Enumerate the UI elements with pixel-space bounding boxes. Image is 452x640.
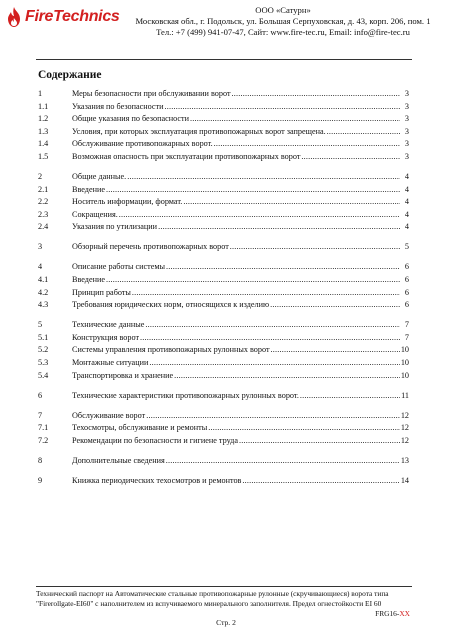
toc-leader-dots — [232, 89, 400, 98]
toc-entry-number: 5.3 — [38, 358, 49, 367]
toc-entry-page: 3 — [404, 89, 409, 98]
toc-leader-dots — [149, 358, 399, 367]
toc-entry-number: 5.1 — [38, 332, 49, 342]
toc-entry-number: 1.2 — [38, 114, 49, 124]
toc-entry-label: Принцип работы — [72, 287, 131, 297]
flame-icon — [6, 7, 22, 27]
toc-leader-dots — [146, 411, 400, 420]
toc-entry-page: 5 — [404, 242, 409, 252]
toc-entry-number: 4.3 — [38, 300, 49, 310]
toc-entry[interactable] — [38, 368, 409, 380]
toc-entry-label: Монтажные ситуации — [72, 358, 149, 367]
toc-entry-label: Описание работы системы — [72, 262, 166, 272]
toc-entry-page: 6 — [404, 275, 409, 284]
toc-entry[interactable] — [38, 99, 409, 111]
toc-leader-dots — [145, 320, 400, 329]
toc-entry-number: 5.2 — [38, 345, 49, 355]
header-divider — [36, 59, 412, 60]
toc-entry[interactable] — [38, 149, 409, 161]
company-contacts: Тел.: +7 (499) 941-07-47, Сайт: www.fire-tec.ru, Email: info@fire-tec.ru — [156, 27, 410, 38]
toc-entry-label: Книжка периодических техосмотров и ремонтов — [72, 475, 242, 485]
footer-divider — [36, 586, 412, 587]
document-code-prefix: FRG16- — [375, 609, 400, 618]
toc-leader-dots — [183, 197, 400, 206]
logo-text: FireTechnics — [25, 8, 120, 25]
toc-entry-number: 8 — [38, 455, 43, 465]
toc-entry-number: 4.1 — [38, 275, 49, 284]
toc-entry-page: 4 — [404, 222, 409, 232]
toc-entry-page: 12 — [400, 410, 409, 420]
toc-leader-dots — [165, 102, 400, 111]
company-address: Московская обл., г. Подольск, ул. Большая Серпуховская, д. 43, корп. 206, пом. 1 — [135, 16, 431, 27]
toc-leader-dots — [127, 172, 400, 181]
toc-leader-dots — [239, 436, 400, 445]
toc-title: Содержание — [38, 69, 102, 81]
toc-entry[interactable] — [38, 285, 409, 297]
toc-entry-number: 2.3 — [38, 209, 49, 219]
toc-entry[interactable] — [38, 169, 409, 181]
toc-entry-number: 9 — [38, 475, 43, 485]
toc-leader-dots — [208, 423, 400, 432]
toc-entry-page: 7 — [404, 332, 409, 342]
toc-leader-dots — [271, 345, 400, 354]
toc-leader-dots — [300, 391, 400, 400]
toc-entry[interactable] — [38, 388, 409, 400]
toc-leader-dots — [174, 371, 400, 380]
toc-entry-label: Обслуживание ворот — [72, 410, 146, 420]
toc-entry-number: 1.4 — [38, 139, 49, 149]
toc-entry[interactable] — [38, 136, 409, 148]
toc-entry-label: Введение — [72, 184, 106, 194]
toc-entry-page: 14 — [400, 475, 409, 485]
toc-entry-number: 1.3 — [38, 126, 49, 136]
toc-entry[interactable] — [38, 453, 409, 465]
toc-leader-dots — [140, 333, 400, 342]
toc-entry-label: Техосмотры, обслуживание и ремонты — [72, 423, 208, 433]
toc-entry-label: Условия, при которых эксплуатация противопожарных ворот запрещена. — [72, 126, 326, 136]
toc-leader-dots — [270, 300, 400, 309]
toc-entry[interactable] — [38, 207, 409, 219]
toc-entry-label: Указания по безопасности — [72, 101, 164, 111]
toc-entry-label: Требования юридических норм, относящихся к изделию — [72, 300, 270, 310]
toc-entry-label: Дополнительные сведения — [72, 455, 165, 465]
toc-entry-label: Обзорный перечень противопожарных ворот — [72, 242, 229, 252]
toc-entry-page: 6 — [404, 300, 409, 310]
toc-entry-number: 5 — [38, 320, 43, 330]
document-code — [375, 609, 410, 618]
toc-entry-number: 6 — [38, 390, 43, 400]
toc-entry-number: 2 — [38, 172, 43, 181]
toc-entry-page: 3 — [404, 152, 409, 161]
toc-entry-number: 5.4 — [38, 370, 49, 380]
toc-entry[interactable] — [38, 408, 409, 420]
toc-leader-dots — [166, 262, 400, 271]
toc-entry-number: 1.5 — [38, 152, 49, 161]
toc-entry-label: Меры безопасности при обслуживании ворот — [72, 89, 231, 98]
toc-leader-dots — [190, 114, 400, 123]
toc-entry[interactable] — [38, 219, 409, 231]
toc-entry[interactable] — [38, 239, 409, 251]
toc-entry-number: 4.2 — [38, 287, 49, 297]
toc-entry-page: 4 — [404, 197, 409, 207]
toc-entry-number: 1 — [38, 89, 43, 98]
footer-description: Технический паспорт на Автоматические стальные противопожарные рулонные (скручивающиеся) ворота типа "Firerollgate-EI60" с наполнителем из вспучиваемого минерального заполнителя. Предел огнестойкости EI 60 — [36, 589, 389, 608]
toc-entry-label: Возможная опасность при эксплуатации противопожарных ворот — [72, 152, 301, 161]
toc-entry[interactable] — [38, 317, 409, 329]
toc-entry-label: Общие данные. — [72, 172, 127, 181]
toc-leader-dots — [214, 139, 400, 148]
toc-entry-page: 11 — [401, 390, 409, 400]
toc-entry-label: Введение — [72, 275, 106, 284]
toc-entry[interactable] — [38, 297, 409, 309]
toc-entry-label: Носитель информации, формат. — [72, 197, 183, 207]
toc-leader-dots — [158, 222, 400, 231]
toc-entry-page: 4 — [404, 184, 409, 194]
toc-entry-page: 10 — [400, 345, 409, 355]
toc-entry-label: Транспортировка и хранение — [72, 370, 174, 380]
toc-entry-number: 2.4 — [38, 222, 49, 232]
toc-entry-label: Системы управления противопожарных рулонных ворот — [72, 345, 270, 355]
company-logo — [6, 6, 120, 28]
toc-entry-page: 3 — [404, 101, 409, 111]
toc-entry-label: Конструкция ворот — [72, 332, 140, 342]
toc-entry-page: 13 — [400, 455, 409, 465]
toc-entry-label: Технические характеристики противопожарных рулонных ворот. — [72, 390, 299, 400]
toc-entry[interactable] — [38, 473, 409, 485]
toc-entry-page: 7 — [404, 320, 409, 330]
toc-leader-dots — [242, 476, 399, 485]
toc-entry-label: Обслуживание противопожарных ворот. — [72, 139, 213, 149]
toc-entry[interactable] — [38, 272, 409, 284]
toc-entry-page: 6 — [404, 262, 409, 272]
toc-entry-number: 3 — [38, 242, 43, 252]
toc-entry-page: 10 — [400, 358, 409, 367]
toc-entry-number: 4 — [38, 262, 43, 272]
page-number: Стр. 2 — [216, 618, 236, 627]
company-name: ООО «Сатурн» — [255, 5, 311, 15]
toc-entry[interactable] — [38, 124, 409, 136]
toc-entry-label: Рекомендации по безопасности и гигиене труда — [72, 435, 238, 445]
toc-entry-label: Технические данные — [72, 320, 145, 330]
toc-entry-number: 7.2 — [38, 435, 49, 445]
toc-entry[interactable] — [38, 330, 409, 342]
toc-entry-page: 12 — [400, 423, 409, 433]
toc-entry[interactable] — [38, 259, 409, 271]
toc-leader-dots — [327, 127, 400, 136]
toc-entry-page: 4 — [404, 209, 409, 219]
company-info — [128, 5, 438, 39]
toc-entry[interactable] — [38, 182, 409, 194]
toc-entry-label: Общие указания по безопасности — [72, 114, 189, 124]
toc-entry[interactable] — [38, 111, 409, 123]
toc-entry[interactable] — [38, 194, 409, 206]
toc-leader-dots — [230, 242, 400, 251]
toc-leader-dots — [106, 275, 400, 284]
toc-leader-dots — [166, 456, 400, 465]
toc-entry[interactable] — [38, 355, 409, 367]
toc-entry-number: 1.1 — [38, 101, 49, 111]
toc-entry[interactable] — [38, 420, 409, 432]
toc-entry-page: 6 — [404, 287, 409, 297]
toc-entry[interactable] — [38, 86, 409, 98]
toc-leader-dots — [132, 288, 400, 297]
toc-entry-page: 3 — [404, 114, 409, 124]
toc-entry-number: 2.2 — [38, 197, 49, 207]
toc-entry-page: 12 — [400, 435, 409, 445]
toc-entry-page: 3 — [404, 139, 409, 149]
toc-entry[interactable] — [38, 342, 409, 354]
toc-entry-page: 4 — [404, 172, 409, 181]
toc-entry-label: Сокращения. — [72, 209, 118, 219]
document-code-suffix: XX — [399, 609, 410, 618]
toc-leader-dots — [119, 210, 400, 219]
toc-entry-label: Указания по утилизации — [72, 222, 158, 232]
toc-leader-dots — [301, 152, 400, 161]
toc-entry-page: 10 — [400, 370, 409, 380]
toc-entry-number: 7 — [38, 410, 43, 420]
toc-entry-number: 2.1 — [38, 184, 49, 194]
toc-entry-page: 3 — [404, 126, 409, 136]
toc-entry[interactable] — [38, 433, 409, 445]
toc-entry-number: 7.1 — [38, 423, 49, 433]
toc-leader-dots — [106, 185, 400, 194]
